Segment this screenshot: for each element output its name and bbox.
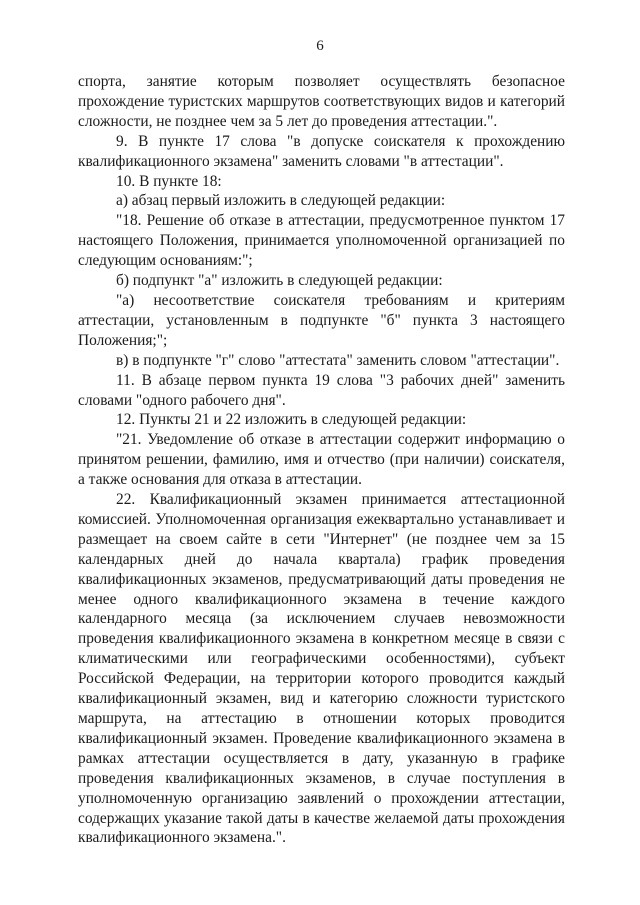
paragraph-item-9: 9. В пункте 17 слова "в допуске соискателя к прохождению квалификационного экзамена" заменить словами "в аттестации". (78, 132, 565, 170)
page-number: 6 (316, 38, 324, 54)
paragraph-subitem-a: а) абзац первый изложить в следующей редакции: (116, 192, 446, 210)
paragraph-subitem-b: б) подпункт "а" изложить в следующей редакции: (116, 272, 443, 290)
document-body (78, 72, 565, 848)
paragraph-quote-21: "21. Уведомление об отказе в аттестации содержит информацию о принятом решении, фамилию, имя и отчество (при наличии) соискателя, а также основания для отказа в аттестации. (78, 431, 565, 489)
paragraph-item-10: 10. В пункте 18: (116, 172, 222, 190)
paragraph-continuation: спорта, занятие которым позволяет осуществлять безопасное прохождение туристских маршрутов соответствующих видов и категорий сложности, не позднее чем за 5 лет до проведения аттестации.". (78, 73, 565, 130)
paragraph-quote-18: "18. Решение об отказе в аттестации, предусмотренное пунктом 17 настоящего Положения, принимается уполномоченной организацией по следующим основаниям:"; (78, 212, 565, 270)
paragraph-item-11: 11. В абзаце первом пункта 19 слова "3 рабочих дней" заменить словами "одного рабочего дня". (78, 371, 565, 409)
paragraph-subitem-v: в) в подпункте "г" слово "аттестата" заменить словом "аттестации". (116, 351, 560, 369)
paragraph-quote-a: "а) несоответствие соискателя требованиям и критериям аттестации, установленным в подпункте "б" пункта 3 настоящего Положения;"; (78, 291, 565, 349)
paragraph-quote-22: 22. Квалификационный экзамен принимается аттестационной комиссией. Уполномоченная организация ежеквартально устанавливает и размещает на своем сайте в сети "Интернет" (не позднее чем за 15 календарных дней до начала квартала) график проведения квалификационных экзаменов, предусматривающий даты проведения не менее одного квалификационного экзамена в течение каждого календарного месяца (за исключением случаев невозможности проведения квалификационного экзамена в конкретном месяце в связи с климатическими или географическими особенностями), субъект Российской Федерации, на территории которого проводится каждый квалификационный экзамен, вид и категорию сложности туристского маршрута, на аттестацию в отношении которых проводится квалификационный экзамен. Проведение квалификационного экзамена в рамках аттестации осуществляется в дату, указанную в графике проведения квалификационных экзаменов, в случае поступления в уполномоченную организацию заявлений о прохождении аттестации, содержащих указание такой даты в качестве желаемой даты прохождения квалификационного экзамена.". (78, 491, 565, 847)
paragraph-item-12: 12. Пункты 21 и 22 изложить в следующей редакции: (116, 411, 467, 429)
